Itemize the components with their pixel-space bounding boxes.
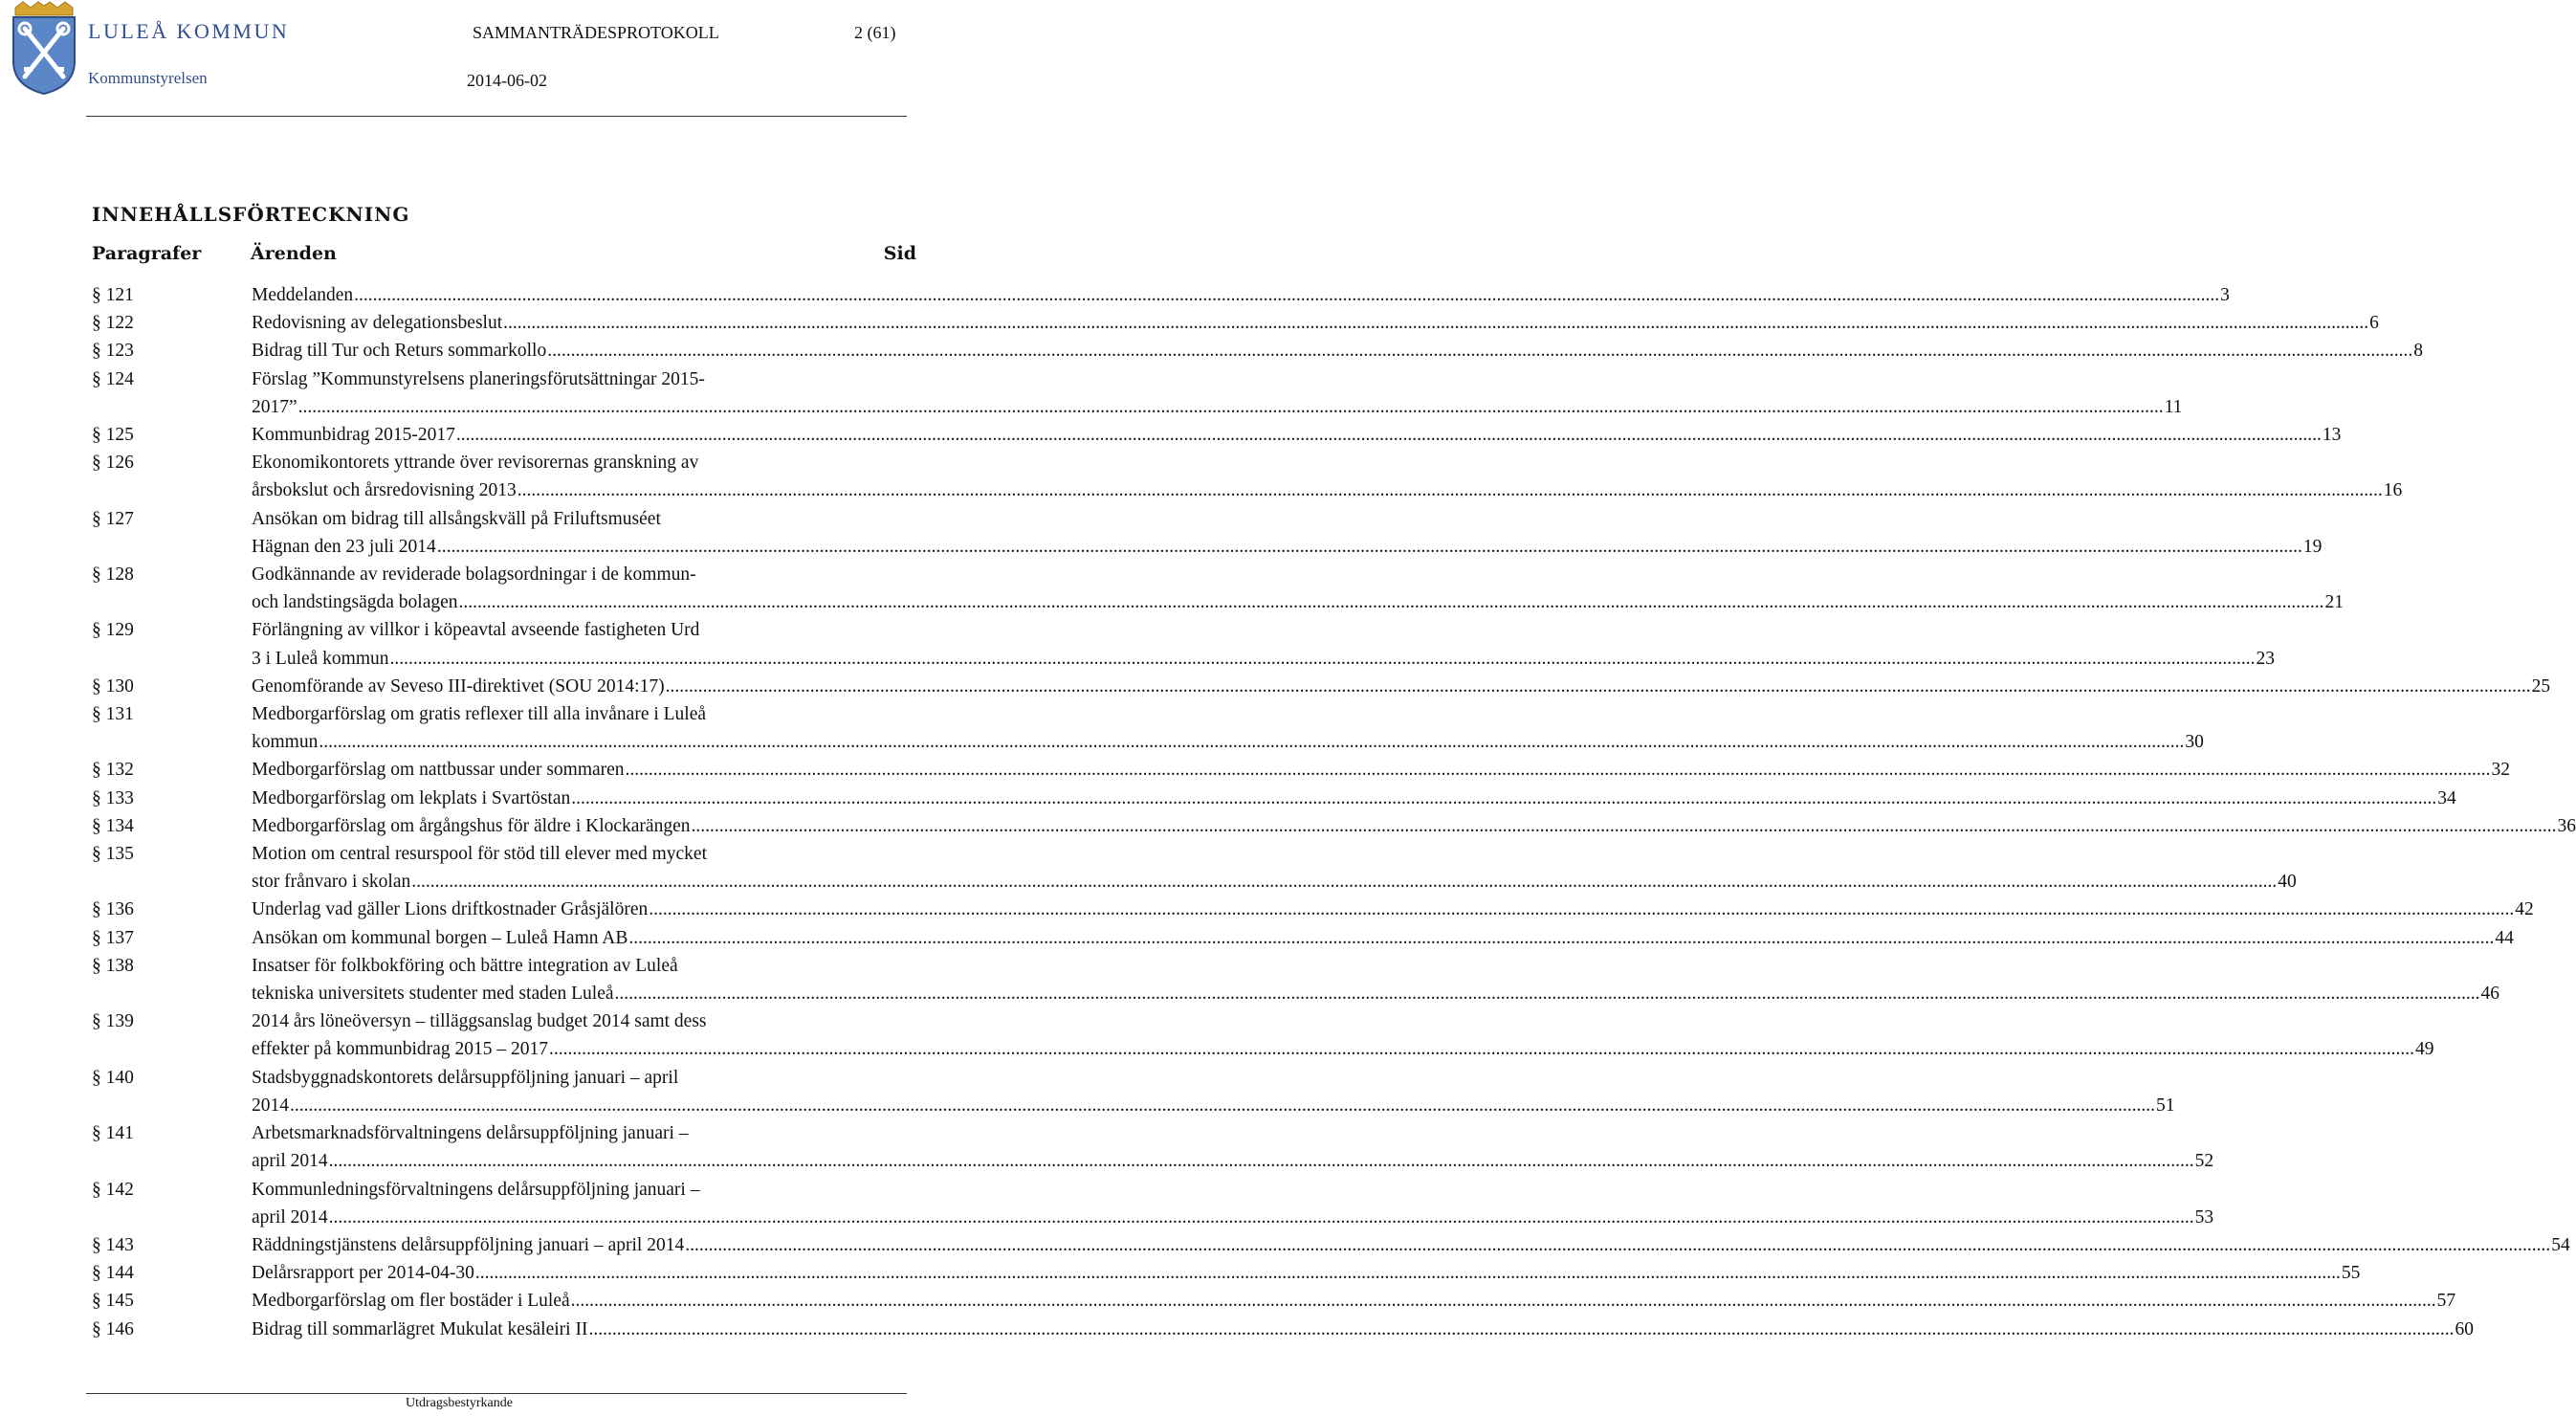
page-reference: 3	[2220, 285, 2230, 305]
toc-entry[interactable]	[0, 1007, 2434, 1063]
entry-title-line: och landstingsägda bolagen	[252, 592, 458, 613]
page-reference: 13	[2322, 425, 2342, 446]
page-reference: 8	[2413, 341, 2423, 362]
entry-title-line: Medborgarförslag om fler bostäder i Luleå	[252, 1291, 570, 1312]
entry-title-line: Kommunledningsförvaltningens delårsuppföljning januari –	[252, 1179, 700, 1200]
dot-leader: ................................................................................................................................................................................................................................................................................................................................................................................................................	[455, 425, 2322, 446]
page-reference: 25	[2531, 675, 2551, 697]
dot-leader: ................................................................................................................................................................................................................................................................................................................................................................................................................	[503, 313, 2369, 334]
department-name: Kommunstyrelsen	[88, 69, 208, 87]
toc-entry[interactable]	[0, 561, 2345, 616]
entry-title-line: Medborgarförslag om nattbussar under sommaren	[252, 760, 625, 781]
entry-title-line: 2017”	[252, 396, 297, 417]
toc-entry[interactable]	[0, 896, 2534, 923]
page-reference: 11	[2164, 396, 2183, 417]
page-reference: 46	[2480, 984, 2500, 1005]
document-type: SAMMANTRÄDESPROTOKOLL	[473, 23, 719, 42]
toc-entry[interactable]	[0, 785, 2456, 812]
paragraph-number: § 122	[92, 313, 134, 334]
dot-leader: ................................................................................................................................................................................................................................................................................................................................................................................................................	[625, 760, 2491, 781]
entry-title-line: 2014	[252, 1095, 289, 1116]
entry-title-line: Stadsbyggnadskontorets delårsuppföljning januari – april	[252, 1067, 679, 1088]
toc-entry[interactable]	[0, 1287, 2456, 1315]
toc-entry[interactable]	[0, 281, 2230, 309]
entry-title	[252, 365, 2183, 421]
paragraph-number: § 124	[92, 368, 134, 389]
entry-title	[252, 337, 2423, 365]
dot-leader: ................................................................................................................................................................................................................................................................................................................................................................................................................	[411, 872, 2278, 893]
dot-leader: ................................................................................................................................................................................................................................................................................................................................................................................................................	[436, 536, 2302, 557]
column-header-arenden: Ärenden	[251, 243, 337, 264]
entry-title-line: april 2014	[252, 1151, 328, 1172]
paragraph-number: § 139	[92, 1011, 134, 1032]
entry-title-line: 3 i Luleå kommun	[252, 648, 389, 669]
entry-title-line: Underlag vad gäller Lions driftkostnader Gråsjälören	[252, 899, 649, 920]
entry-title	[252, 1064, 2175, 1119]
entry-title-line: tekniska universitets studenter med staden Luleå	[252, 984, 614, 1005]
organization-name: LULEÅ KOMMUN	[88, 19, 290, 43]
toc-list	[0, 281, 2576, 1343]
paragraph-number: § 140	[92, 1067, 134, 1088]
dot-leader: ................................................................................................................................................................................................................................................................................................................................................................................................................	[458, 592, 2324, 613]
entry-title-line: Godkännande av reviderade bolagsordningar i de kommun-	[252, 564, 696, 586]
entry-title-line: Arbetsmarknadsförvaltningens delårsuppföljning januari –	[252, 1123, 689, 1144]
entry-title	[252, 309, 2379, 337]
paragraph-number: § 125	[92, 425, 134, 446]
header-divider	[86, 116, 907, 117]
toc-entry[interactable]	[0, 673, 2551, 700]
paragraph-number: § 136	[92, 899, 134, 920]
paragraph-number: § 128	[92, 564, 134, 586]
footer-divider	[86, 1393, 907, 1394]
entry-title	[252, 281, 2230, 309]
toc-entry[interactable]	[0, 1231, 2570, 1259]
page-reference: 30	[2185, 732, 2204, 753]
paragraph-number: § 137	[92, 927, 134, 948]
entry-title-line: kommun	[252, 732, 319, 753]
entry-title-line: stor frånvaro i skolan	[252, 872, 411, 893]
entry-title-line: Medborgarförslag om gratis reflexer till alla invånare i Luleå	[252, 704, 707, 725]
entry-title	[252, 616, 2276, 672]
page-reference: 54	[2551, 1234, 2570, 1255]
page-reference: 44	[2495, 927, 2514, 948]
meeting-date: 2014-06-02	[467, 71, 547, 90]
entry-title-line: Delårsrapport per 2014-04-30	[252, 1263, 474, 1284]
page-reference: 52	[2194, 1151, 2214, 1172]
toc-entry[interactable]	[0, 1259, 2361, 1287]
toc-entry[interactable]	[0, 756, 2511, 784]
paragraph-number: § 127	[92, 508, 134, 529]
dot-leader: ................................................................................................................................................................................................................................................................................................................................................................................................................	[517, 480, 2383, 501]
paragraph-number: § 130	[92, 675, 134, 697]
page-reference: 34	[2437, 787, 2456, 808]
paragraph-number: § 143	[92, 1234, 134, 1255]
dot-leader: ................................................................................................................................................................................................................................................................................................................................................................................................................	[588, 1318, 2455, 1339]
page-reference: 55	[2341, 1263, 2361, 1284]
entry-title-line: Räddningstjänstens delårsuppföljning januari – april 2014	[252, 1234, 685, 1255]
page-reference: 57	[2436, 1291, 2456, 1312]
entry-title	[252, 505, 2323, 561]
entry-title-line: Ekonomikontorets yttrande över revisorernas granskning av	[252, 453, 699, 474]
page-reference: 51	[2156, 1095, 2175, 1116]
toc-entry[interactable]	[0, 1064, 2175, 1119]
entry-title-line: Ansökan om kommunal borgen – Luleå Hamn AB	[252, 927, 628, 948]
entry-title-line: Ansökan om bidrag till allsångskväll på Friluftsmuséet	[252, 508, 661, 529]
page-header	[0, 0, 918, 119]
entry-title	[252, 1007, 2434, 1063]
entry-title	[252, 673, 2551, 700]
page-reference: 53	[2194, 1206, 2214, 1228]
paragraph-number: § 131	[92, 704, 134, 725]
toc-entry[interactable]	[0, 616, 2276, 672]
toc-heading: INNEHÅLLSFÖRTECKNING	[92, 203, 410, 226]
paragraph-number: § 129	[92, 620, 134, 641]
paragraph-number: § 123	[92, 341, 134, 362]
dot-leader: ................................................................................................................................................................................................................................................................................................................................................................................................................	[328, 1206, 2194, 1228]
entry-title	[252, 1176, 2214, 1231]
entry-title	[252, 700, 2204, 756]
page-reference: 40	[2278, 872, 2297, 893]
toc-entry[interactable]	[0, 1176, 2214, 1231]
toc-entry[interactable]	[0, 1316, 2474, 1343]
paragraph-number: § 133	[92, 787, 134, 808]
dot-leader: ................................................................................................................................................................................................................................................................................................................................................................................................................	[354, 285, 2220, 305]
paragraph-number: § 141	[92, 1123, 134, 1144]
page-number: 2 (61)	[854, 23, 896, 42]
page-reference: 60	[2455, 1318, 2474, 1339]
toc-entry[interactable]	[0, 840, 2297, 896]
entry-title-line: Medborgarförslag om lekplats i Svartöstan	[252, 787, 571, 808]
entry-title-line: april 2014	[252, 1206, 328, 1228]
toc-entry[interactable]	[0, 1119, 2214, 1175]
entry-title-line: Förlängning av villkor i köpeavtal avseende fastigheten Urd	[252, 620, 700, 641]
dot-leader: ................................................................................................................................................................................................................................................................................................................................................................................................................	[319, 732, 2185, 753]
paragraph-number: § 121	[92, 285, 134, 305]
entry-title	[252, 785, 2456, 812]
toc-entry[interactable]	[0, 924, 2514, 952]
page-reference: 42	[2515, 899, 2534, 920]
paragraph-number: § 138	[92, 955, 134, 976]
toc-entry[interactable]	[0, 700, 2204, 756]
entry-title-line: Medborgarförslag om årgångshus för äldre i Klockarängen	[252, 815, 691, 836]
toc-entry[interactable]	[0, 421, 2342, 449]
entry-title	[252, 1231, 2570, 1259]
dot-leader: ................................................................................................................................................................................................................................................................................................................................................................................................................	[649, 899, 2515, 920]
paragraph-number: § 126	[92, 453, 134, 474]
page-reference: 16	[2383, 480, 2403, 501]
toc-entry[interactable]	[0, 449, 2403, 504]
page-reference: 6	[2369, 313, 2379, 334]
entry-title-line: 2014 års löneöversyn – tilläggsanslag budget 2014 samt dess	[252, 1011, 707, 1032]
dot-leader: ................................................................................................................................................................................................................................................................................................................................................................................................................	[547, 341, 2413, 362]
entry-title-line: Förslag ”Kommunstyrelsens planeringsförutsättningar 2015-	[252, 368, 705, 389]
paragraph-number: § 135	[92, 844, 134, 865]
entry-title-line: Insatser för folkbokföring och bättre integration av Luleå	[252, 955, 678, 976]
toc-entry[interactable]	[0, 505, 2323, 561]
column-header-sid: Sid	[883, 243, 916, 264]
lulea-coat-of-arms-logo	[10, 0, 78, 96]
paragraph-number: § 146	[92, 1318, 134, 1339]
entry-title-line: Motion om central resurspool för stöd till elever med mycket	[252, 844, 708, 865]
column-header-paragrafer: Paragrafer	[92, 243, 202, 264]
paragraph-number: § 134	[92, 815, 134, 836]
entry-title	[252, 756, 2511, 784]
entry-title-line: Kommunbidrag 2015-2017	[252, 425, 455, 446]
entry-title	[252, 812, 2576, 840]
toc-entry[interactable]	[0, 309, 2379, 337]
entry-title	[252, 896, 2534, 923]
footer-text: Utdragsbestyrkande	[406, 1396, 513, 1410]
entry-title-line: årsbokslut och årsredovisning 2013	[252, 480, 517, 501]
entry-title	[252, 924, 2514, 952]
paragraph-number: § 144	[92, 1263, 134, 1284]
entry-title	[252, 449, 2403, 504]
page-reference: 19	[2302, 536, 2323, 557]
page-reference: 36	[2557, 815, 2576, 836]
toc-entry[interactable]	[0, 812, 2576, 840]
dot-leader: ................................................................................................................................................................................................................................................................................................................................................................................................................	[570, 1291, 2436, 1312]
entry-title-line: effekter på kommunbidrag 2015 – 2017	[252, 1039, 548, 1060]
entry-title-line: Bidrag till sommarlägret Mukulat kesäleiri II	[252, 1318, 588, 1339]
entry-title	[252, 1287, 2456, 1315]
entry-title-line: Bidrag till Tur och Returs sommarkollo	[252, 341, 547, 362]
page-reference: 21	[2324, 592, 2345, 613]
entry-title	[252, 1259, 2361, 1287]
dot-leader: ................................................................................................................................................................................................................................................................................................................................................................................................................	[328, 1151, 2194, 1172]
dot-leader: ................................................................................................................................................................................................................................................................................................................................................................................................................	[628, 927, 2495, 948]
dot-leader: ................................................................................................................................................................................................................................................................................................................................................................................................................	[614, 984, 2480, 1005]
entry-title	[252, 561, 2345, 616]
dot-leader: ................................................................................................................................................................................................................................................................................................................................................................................................................	[290, 1095, 2155, 1116]
entry-title-line: Genomförande av Seveso III-direktivet (SOU 2014:17)	[252, 675, 665, 697]
page-reference: 23	[2256, 648, 2276, 669]
toc-entry[interactable]	[0, 337, 2423, 365]
dot-leader: ................................................................................................................................................................................................................................................................................................................................................................................................................	[571, 787, 2437, 808]
paragraph-number: § 132	[92, 760, 134, 781]
entry-title-line: Meddelanden	[252, 285, 354, 305]
entry-title	[252, 1316, 2474, 1343]
dot-leader: ................................................................................................................................................................................................................................................................................................................................................................................................................	[474, 1263, 2341, 1284]
page-reference: 32	[2491, 760, 2511, 781]
entry-title	[252, 1119, 2214, 1175]
dot-leader: ................................................................................................................................................................................................................................................................................................................................................................................................................	[548, 1039, 2414, 1060]
toc-entry[interactable]	[0, 365, 2183, 421]
paragraph-number: § 145	[92, 1291, 134, 1312]
entry-title-line: Hägnan den 23 juli 2014	[252, 536, 436, 557]
toc-entry[interactable]	[0, 952, 2500, 1007]
dot-leader: ................................................................................................................................................................................................................................................................................................................................................................................................................	[389, 648, 2256, 669]
dot-leader: ................................................................................................................................................................................................................................................................................................................................................................................................................	[297, 396, 2164, 417]
dot-leader: ................................................................................................................................................................................................................................................................................................................................................................................................................	[665, 675, 2531, 697]
entry-title	[252, 952, 2500, 1007]
entry-title	[252, 421, 2342, 449]
page-reference: 49	[2414, 1039, 2434, 1060]
dot-leader: ................................................................................................................................................................................................................................................................................................................................................................................................................	[691, 815, 2557, 836]
dot-leader: ................................................................................................................................................................................................................................................................................................................................................................................................................	[685, 1234, 2551, 1255]
paragraph-number: § 142	[92, 1179, 134, 1200]
entry-title	[252, 840, 2297, 896]
entry-title-line: Redovisning av delegationsbeslut	[252, 313, 503, 334]
